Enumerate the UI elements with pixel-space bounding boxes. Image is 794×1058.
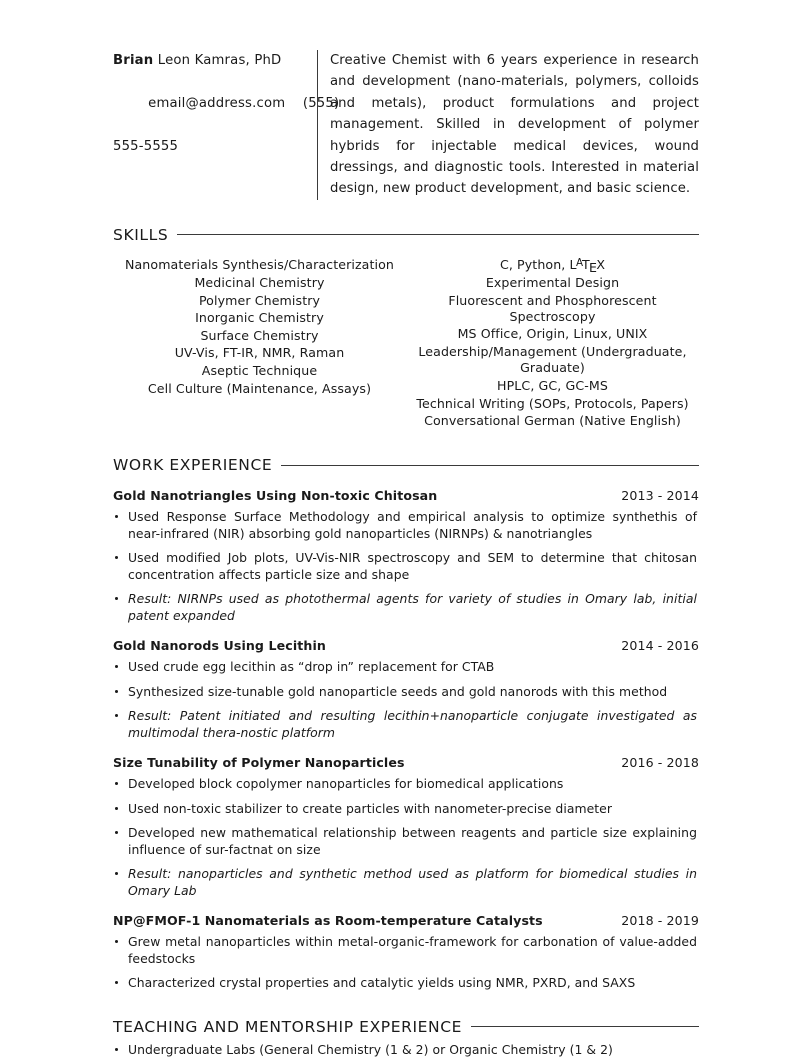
job-bullet: [113, 866, 699, 899]
skill-item: Technical Writing (SOPs, Protocols, Papers): [416, 395, 689, 411]
skill-item: C, Python, $L^ATEX$: [499, 257, 606, 276]
skill-item: Nanomaterials Synthesis/Characterization: [124, 257, 395, 273]
skill-item: Inorganic Chemistry: [195, 310, 324, 326]
job-bullet-list: [113, 659, 699, 741]
bullet-text: Developed block copolymer nanoparticles for biomedical applications: [128, 776, 564, 792]
section-heading-teaching: [113, 1018, 699, 1036]
job-bullet-list: [113, 509, 699, 624]
job-title: Gold Nanorods Using Lecithin: [113, 638, 326, 654]
job-bullet: [113, 708, 699, 741]
job-entry: [113, 638, 699, 741]
bullet-dot-icon: [115, 872, 118, 875]
heading-rule: [471, 1026, 699, 1027]
bullet-text: Grew metal nanoparticles within metal-organic-framework for carbonation of value-added feedstocks: [128, 934, 697, 966]
bullet-dot-icon: [115, 1048, 118, 1051]
section-heading-work: [113, 456, 699, 474]
skill-item: HPLC, GC, GC-MS: [497, 377, 608, 393]
candidate-first-name: Brian: [113, 53, 154, 68]
bullet-text: Result: NIRNPs used as photothermal agents for variety of studies in Omary lab, initial patent expanded: [128, 591, 697, 623]
job-title: NP@FMOF-1 Nanomaterials as Room-temperature Catalysts: [113, 913, 543, 929]
heading-rule: [177, 234, 699, 235]
job-header: [113, 755, 699, 770]
bullet-text: Developed new mathematical relationship between reagents and particle size explaining influence of sur-factnat on size: [128, 825, 697, 857]
bullet-text: Used non-toxic stabilizer to create particles with nanometer-precise diameter: [128, 800, 612, 816]
bullet-dot-icon: [115, 515, 118, 518]
bullet-dot-icon: [115, 556, 118, 559]
job-bullet: [113, 684, 699, 701]
job-bullet: [113, 934, 699, 967]
bullet-dot-icon: [115, 807, 118, 810]
job-bullet: [113, 801, 699, 818]
bullet-text: Used crude egg lecithin as “drop in” replacement for CTAB: [128, 659, 495, 675]
job-title: Gold Nanotriangles Using Non-toxic Chitosan: [113, 488, 438, 504]
skills-column-left: [113, 257, 406, 430]
contact-email-phone: [113, 71, 340, 135]
summary-text: Creative Chemist with 6 years experience in research and development (nano-materials, polymers, colloids and metals), product formulations and project management. Skilled in development of polymer hybrids for injectable medical devices, wound dressings, and diagnostic tools. Interested in material design, new product development, and basic science.: [317, 50, 699, 200]
job-entry: [113, 913, 699, 992]
job-bullet: [113, 591, 699, 624]
skills-column-right: [406, 257, 699, 430]
job-bullet: [113, 509, 699, 542]
skill-item: Aseptic Technique: [201, 362, 318, 378]
job-entry: [113, 488, 699, 624]
heading-rule: [281, 465, 699, 466]
skill-item: Cell Culture (Maintenance, Assays): [147, 380, 372, 396]
bullet-text: Used modified Job plots, UV-Vis-NIR spectroscopy and SEM to determine that chitosan concentration affects particle size and shape: [128, 550, 697, 582]
job-entry: [113, 755, 699, 899]
bullet-dot-icon: [115, 831, 118, 834]
bullet-text: Synthesized size-tunable gold nanoparticle seeds and gold nanorods with this method: [128, 683, 668, 699]
job-bullet: [113, 776, 699, 793]
job-dates: 2014 - 2016: [621, 638, 699, 654]
skill-item: Polymer Chemistry: [198, 292, 321, 308]
job-dates: 2018 - 2019: [621, 913, 699, 929]
job-header: [113, 913, 699, 928]
bullet-text: Characterized crystal properties and catalytic yields using NMR, PXRD, and SAXS: [128, 975, 636, 991]
bullet-text: Result: Patent initiated and resulting lecithin+nanoparticle conjugate investigated as multimodal thera-nostic platform: [128, 708, 697, 740]
bullet-dot-icon: [115, 690, 118, 693]
bullet-dot-icon: [115, 940, 118, 943]
bullet-text: Undergraduate Labs (General Chemistry (1 & 2) or Organic Chemistry (1 & 2): [128, 1041, 613, 1057]
teaching-bullet-list: [113, 1042, 699, 1058]
job-bullet: [113, 659, 699, 676]
bullet-text: Used Response Surface Methodology and empirical analysis to optimize synthethis of near-infrared (NIR) absorbing gold nanoparticles (NIRNPs) & nanotriangles: [128, 509, 697, 541]
work-experience-list: [113, 488, 699, 992]
skills-heading-label: SKILLS: [113, 225, 169, 244]
skill-item: Conversational German (Native English): [424, 413, 681, 429]
job-bullet: [113, 825, 699, 858]
bullet-text: Result: nanoparticles and synthetic method used as platform for biomedical studies in Omary Lab: [128, 866, 697, 898]
job-title: Size Tunability of Polymer Nanoparticles: [113, 755, 405, 771]
skill-item: Fluorescent and Phosphorescent Spectroscopy: [448, 292, 657, 324]
job-dates: 2013 - 2014: [621, 488, 699, 504]
skill-item: Leadership/Management (Undergraduate, Graduate): [418, 344, 687, 376]
phone-area-code: (555): [302, 95, 340, 111]
skill-item: MS Office, Origin, Linux, UNIX: [457, 326, 648, 342]
work-heading-label: WORK EXPERIENCE: [113, 456, 273, 475]
job-bullet: [113, 975, 699, 992]
skill-item: Experimental Design: [485, 275, 620, 290]
candidate-name-rest: Leon Kamras, PhD: [153, 53, 282, 68]
bullet-dot-icon: [115, 782, 118, 785]
job-header: [113, 488, 699, 503]
bullet-dot-icon: [115, 714, 118, 717]
resume-header: [113, 50, 699, 200]
job-bullet-list: [113, 776, 699, 899]
job-bullet: [113, 550, 699, 583]
candidate-name: [113, 50, 305, 71]
skill-item: Medicinal Chemistry: [194, 274, 325, 290]
contact-block: [113, 50, 340, 200]
section-heading-skills: [113, 226, 699, 244]
skill-item: UV-Vis, FT-IR, NMR, Raman: [174, 345, 345, 361]
bullet-dot-icon: [115, 665, 118, 668]
spacer: [285, 96, 303, 111]
bullet-dot-icon: [115, 597, 118, 600]
skill-item: Surface Chemistry: [200, 327, 319, 343]
email-text: email@address.com: [148, 95, 286, 111]
phone-number: 555-5555: [113, 138, 179, 154]
teaching-heading-label: TEACHING AND MENTORSHIP EXPERIENCE: [113, 1017, 463, 1036]
bullet-dot-icon: [115, 981, 118, 984]
skills-columns: [113, 257, 699, 430]
job-dates: 2016 - 2018: [621, 755, 699, 771]
job-header: [113, 638, 699, 653]
teaching-bullet: [113, 1042, 699, 1058]
job-bullet-list: [113, 934, 699, 992]
